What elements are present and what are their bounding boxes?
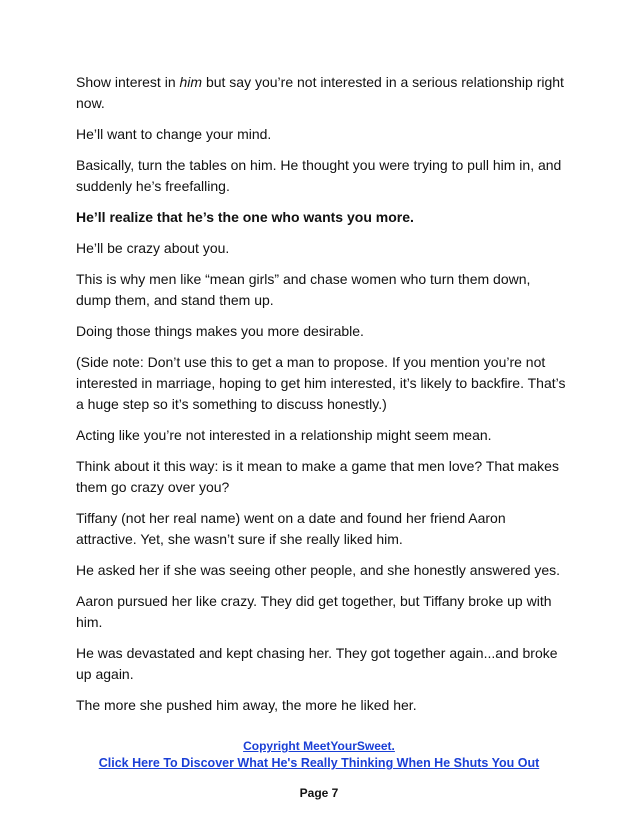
paragraph-2: He’ll want to change your mind. (76, 126, 272, 142)
body-text (76, 72, 568, 726)
paragraph-12: He asked her if she was seeing other people, and she honestly answered yes. (76, 562, 561, 578)
paragraph-8-side-note: (Side note: Don’t use this to get a man to propose. If you mention you’re not interested in marriage, hoping to get him interested, it’s likely to backfire. That’s a huge step so it’s something to discuss honestly.) (76, 354, 566, 412)
paragraph-11: Tiffany (not her real name) went on a date and found her friend Aaron attractive. Yet, she wasn’t sure if she really liked him. (76, 510, 506, 547)
paragraph-14: He was devastated and kept chasing her. They got together again...and broke up again. (76, 645, 558, 682)
paragraph-7: Doing those things makes you more desirable. (76, 323, 364, 339)
copyright-link[interactable]: Copyright MeetYourSweet. (243, 739, 395, 753)
paragraph-5: He’ll be crazy about you. (76, 240, 230, 256)
paragraph-1-rest: but say you’re not interested in a serious relationship right now. (76, 74, 564, 111)
paragraph-1 (76, 72, 568, 114)
paragraph-10: Think about it this way: is it mean to make a game that men love? That makes them go crazy over you? (76, 458, 559, 495)
paragraph-1-prefix: Show interest in (76, 74, 180, 90)
emphasis-him: him (179, 74, 203, 90)
page-number: Page 7 (299, 786, 339, 800)
paragraph-6: This is why men like “mean girls” and chase women who turn them down, dump them, and stand them up. (76, 271, 531, 308)
promo-link[interactable]: Click Here To Discover What He's Really Thinking When He Shuts You Out (98, 756, 540, 770)
paragraph-3: Basically, turn the tables on him. He thought you were trying to pull him in, and suddenly he’s freefalling. (76, 157, 562, 194)
paragraph-13: Aaron pursued her like crazy. They did get together, but Tiffany broke up with him. (76, 593, 552, 630)
paragraph-4-bold: He’ll realize that he’s the one who wants you more. (76, 209, 414, 225)
page-footer (0, 738, 638, 771)
paragraph-9: Acting like you’re not interested in a relationship might seem mean. (76, 427, 492, 443)
paragraph-15: The more she pushed him away, the more he liked her. (76, 697, 417, 713)
